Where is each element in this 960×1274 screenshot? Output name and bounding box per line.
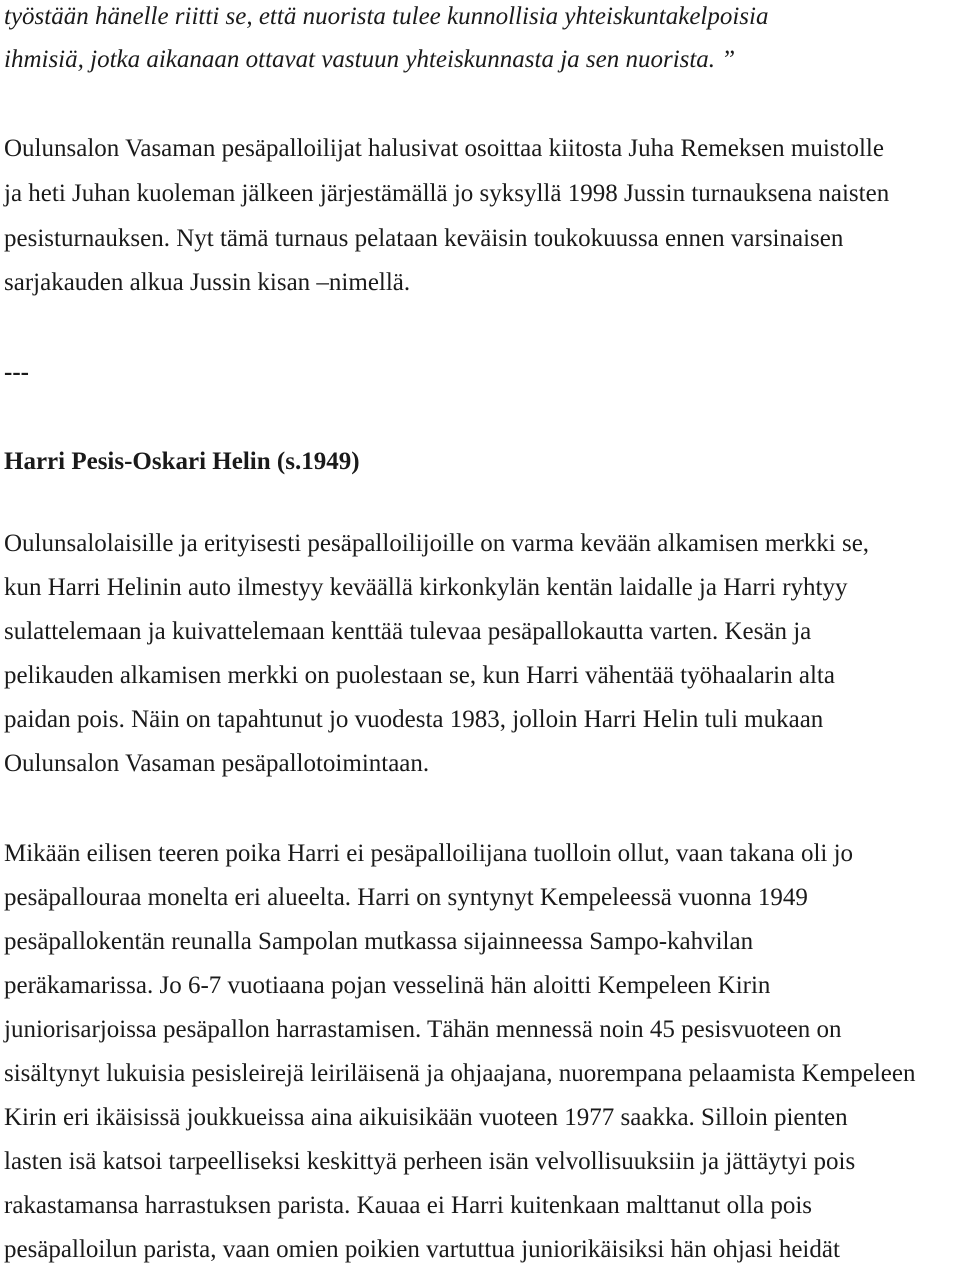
paragraph-line: paidan pois. Näin on tapahtunut jo vuodesta 1983, jolloin Harri Helin tuli mukaan — [4, 706, 824, 733]
paragraph-line: Oulunsalon Vasaman pesäpalloilijat halusivat osoittaa kiitosta Juha Remeksen muistolle — [4, 135, 884, 162]
paragraph-line: sarjakauden alkua Jussin kisan –nimellä. — [4, 269, 411, 296]
paragraph-line: pesisturnauksen. Nyt tämä turnaus pelataan keväisin toukokuussa ennen varsinaisen — [4, 225, 844, 252]
paragraph-line: pelikauden alkamisen merkki on puolestaan se, kun Harri vähentää työhaalarin alta — [4, 662, 835, 689]
paragraph-line: pesäpallouraa monelta eri alueelta. Harri on syntynyt Kempeleessä vuonna 1949 — [4, 884, 808, 911]
paragraph-line: ja heti Juhan kuoleman jälkeen järjestämällä jo syksyllä 1998 Jussin turnauksena naisten — [4, 180, 890, 207]
intro-line: työstään hänelle riitti se, että nuorista tulee kunnollisia yhteiskuntakelpoisia — [4, 3, 769, 30]
paragraph-line: Mikään eilisen teeren poika Harri ei pesäpalloilijana tuolloin ollut, vaan takana oli jo — [4, 840, 854, 867]
paragraph-line: sisältynyt lukuisia pesisleirejä leiriläisenä ja ohjaajana, nuorempana pelaamista Kempeleen — [4, 1060, 916, 1087]
paragraph-line: sulattelemaan ja kuivattelemaan kenttää tulevaa pesäpallokautta varten. Kesän ja — [4, 618, 812, 645]
paragraph-line: Oulunsalolaisille ja erityisesti pesäpalloilijoille on varma kevään alkamisen merkki se, — [4, 530, 870, 557]
paragraph-line: lasten isä katsoi tarpeelliseksi keskittyä perheen isän velvollisuuksiin ja jättäytyi pois — [4, 1148, 856, 1175]
section-separator: --- — [4, 359, 29, 386]
paragraph-line: peräkamarissa. Jo 6-7 vuotiaana pojan vesselinä hän aloitti Kempeleen Kirin — [4, 972, 771, 999]
paragraph-line: juniorisarjoissa pesäpallon harrastamisen. Tähän mennessä noin 45 pesisvuoteen on — [4, 1016, 842, 1043]
paragraph-line: rakastamansa harrastuksen parista. Kauaa ei Harri kuitenkaan malttanut olla pois — [4, 1192, 813, 1219]
paragraph-line: Oulunsalon Vasaman pesäpallotoimintaan. — [4, 750, 430, 777]
section-heading: Harri Pesis-Oskari Helin (s.1949) — [4, 448, 360, 475]
paragraph-line: kun Harri Helinin auto ilmestyy keväällä kirkonkylän kentän laidalle ja Harri ryhtyy — [4, 574, 848, 601]
paragraph-line: pesäpallokentän reunalla Sampolan mutkassa sijainneessa Sampo-kahvilan — [4, 928, 754, 955]
intro-line: ihmisiä, jotka aikanaan ottavat vastuun yhteiskunnasta ja sen nuorista. ” — [4, 46, 736, 73]
paragraph-line: Kirin eri ikäisissä joukkueissa aina aikuisikään vuoteen 1977 saakka. Silloin pienten — [4, 1104, 848, 1131]
paragraph-line: pesäpalloilun parista, vaan omien poikien vartuttua juniorikäisiksi hän ohjasi heidät — [4, 1236, 840, 1263]
